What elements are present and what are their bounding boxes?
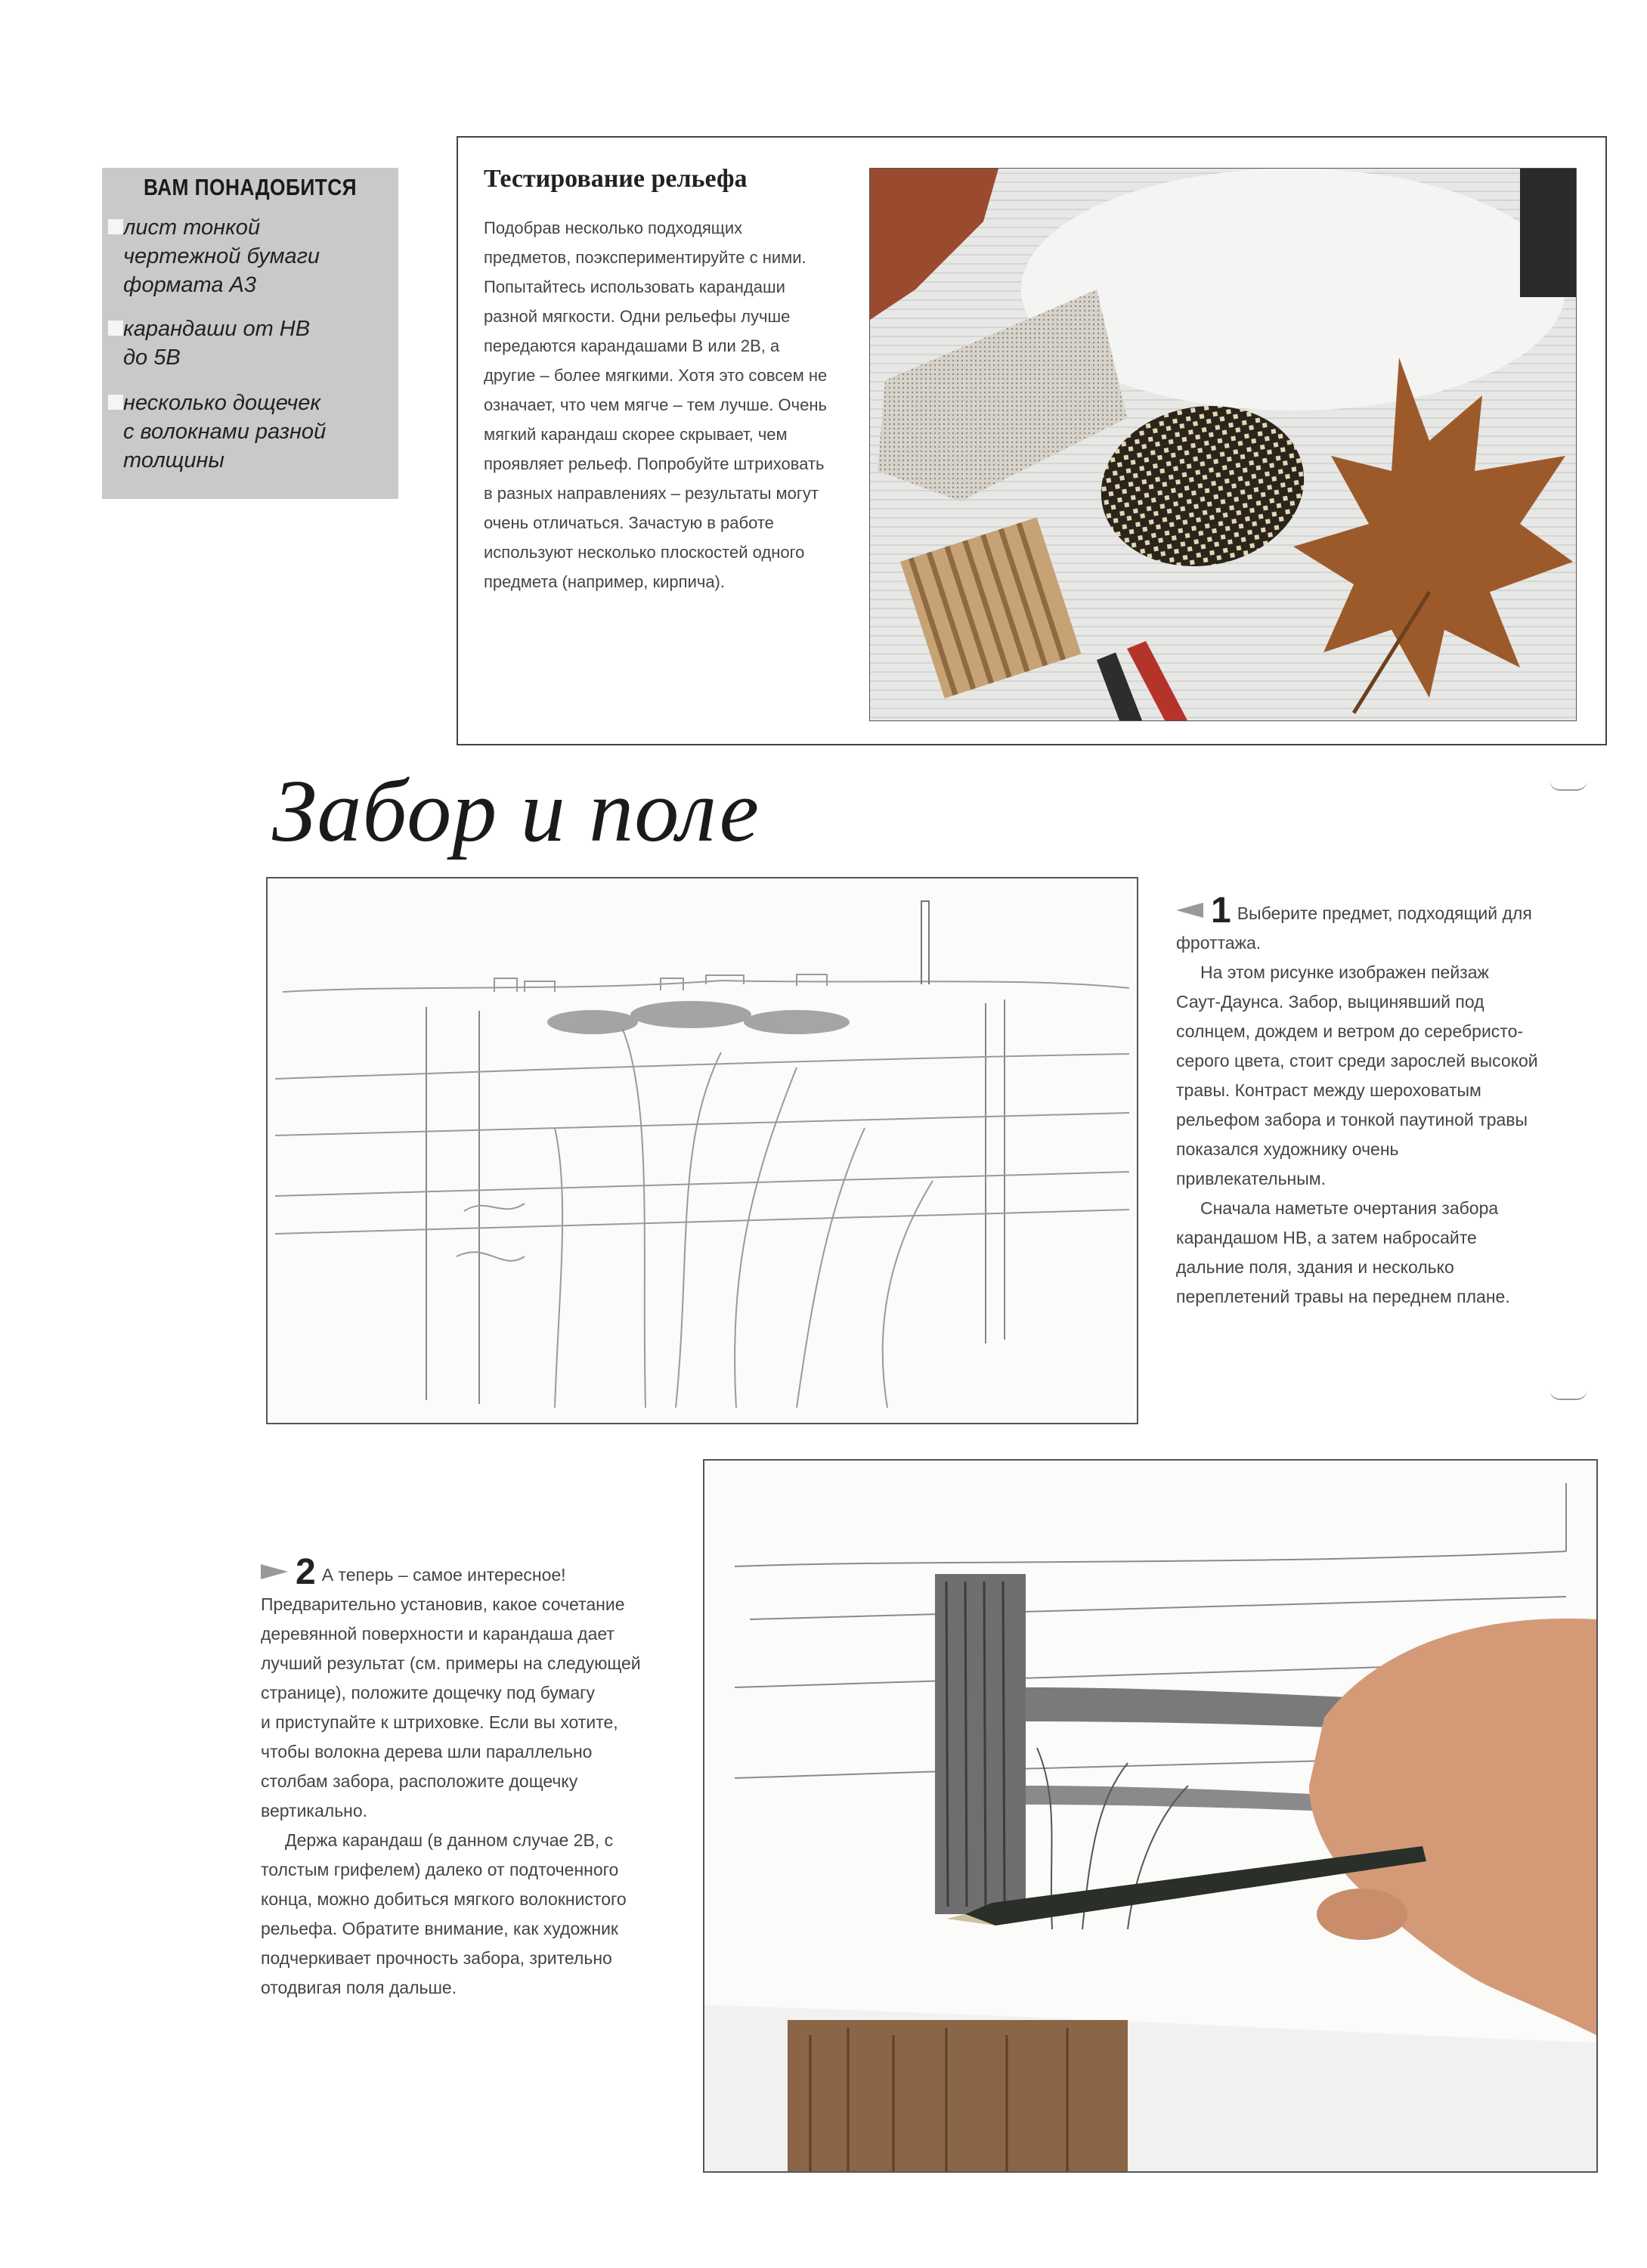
texture-objects-illustration — [870, 169, 1576, 720]
page-mark — [1549, 780, 1587, 791]
frottage-hand-illustration — [704, 1461, 1596, 2171]
texture-title: Тестирование рельефа — [484, 165, 748, 193]
material-item-boards: несколько дощечек с волокнами разной толщины — [123, 389, 388, 475]
step2-text: 2 А теперь – самое интересное! Предварительно установив, какое сочетание деревянной поверхности и карандаша дает лучший результат (см. примеры на следующей странице), положите дощечку под бумагу и приступайте к штриховке. Если вы хотите, чтобы волокна дерева шли параллельно столбам забора, расположите дощечку вертикально. Держа карандаш (в данном случае 2В, с толстым грифелем) далеко от подточенного конца, можно добиться мягкого волокнистого рельефа. Обратите внимание, как художник подчеркивает прочность забора, зрительно отодвигая поля дальше. — [261, 1552, 641, 1997]
arrow-right-icon — [261, 1564, 288, 1579]
arrow-left-icon — [1176, 903, 1203, 918]
section-heading: Забор и поле — [272, 761, 760, 860]
step1-text: 1 Выберите предмет, подходящий для фроттажа. На этом рисунке изображен пейзаж Саут-Даунса. Забор, выцинявший под солнцем, дождем и ветром до серебристо- серого цвета, стоит среди зарослей высокой травы. Контраст между шероховатым рельефом забора и тонкой паутиной травы показался художнику очень привлекательным. Сначала наметьте очертания забора карандашом НВ, а затем набросайте дальние поля, здания и несколько переплетений травы на переднем плане. — [1176, 896, 1554, 1312]
materials-box — [102, 168, 398, 499]
materials-title: ВАМ ПОНАДОБИТСЯ — [143, 174, 358, 200]
texture-text: Подобрав несколько подходящих предметов, поэкспериментируйте с ними. Попытайтесь использовать карандаши разной мягкости. Одни рельефы лучше передаются карандашами В или 2В, а другие – более мягкими. Хотя это совсем не означает, что чем мягче – тем лучше. Очень мягкий карандаш скорее скрывает, чем проявляет рельеф. Попробуйте штриховать в разных направлениях – результаты могут очень отличаться. Зачастую в работе используют несколько плоскостей одного предмета (например, кирпича). — [484, 218, 828, 591]
step1-sketch — [266, 877, 1138, 1424]
checkbox-icon — [108, 219, 123, 234]
step-number: 2 — [296, 1552, 316, 1592]
material-item-paper: лист тонкой чертежной бумаги формата А3 — [123, 213, 388, 299]
page-mark — [1549, 1390, 1587, 1400]
fence-field-sketch — [268, 878, 1137, 1423]
checkbox-icon — [108, 395, 123, 410]
texture-objects-photo — [869, 168, 1577, 721]
material-item-pencils: карандаши от НВ до 5В — [123, 314, 388, 372]
texture-testing-panel — [457, 136, 1607, 745]
checkbox-icon — [108, 321, 123, 336]
step1-paragraph: На этом рисунке изображен пейзаж Саут-Даунса. Забор, выцинявший под солнцем, дождем и ветром до серебристо- серого цвета, стоит среди зарослей высокой травы. Контраст между шероховатым рельефом забора и тонкой паутиной травы показался художнику очень привлекательным. — [1176, 962, 1538, 1188]
step2-photo — [703, 1459, 1598, 2173]
step1-paragraph: Сначала наметьте очертания забора карандашом НВ, а затем набросайте дальние поля, здания и несколько переплетений травы на переднем плане. — [1176, 1198, 1510, 1306]
step-number: 1 — [1211, 891, 1231, 931]
